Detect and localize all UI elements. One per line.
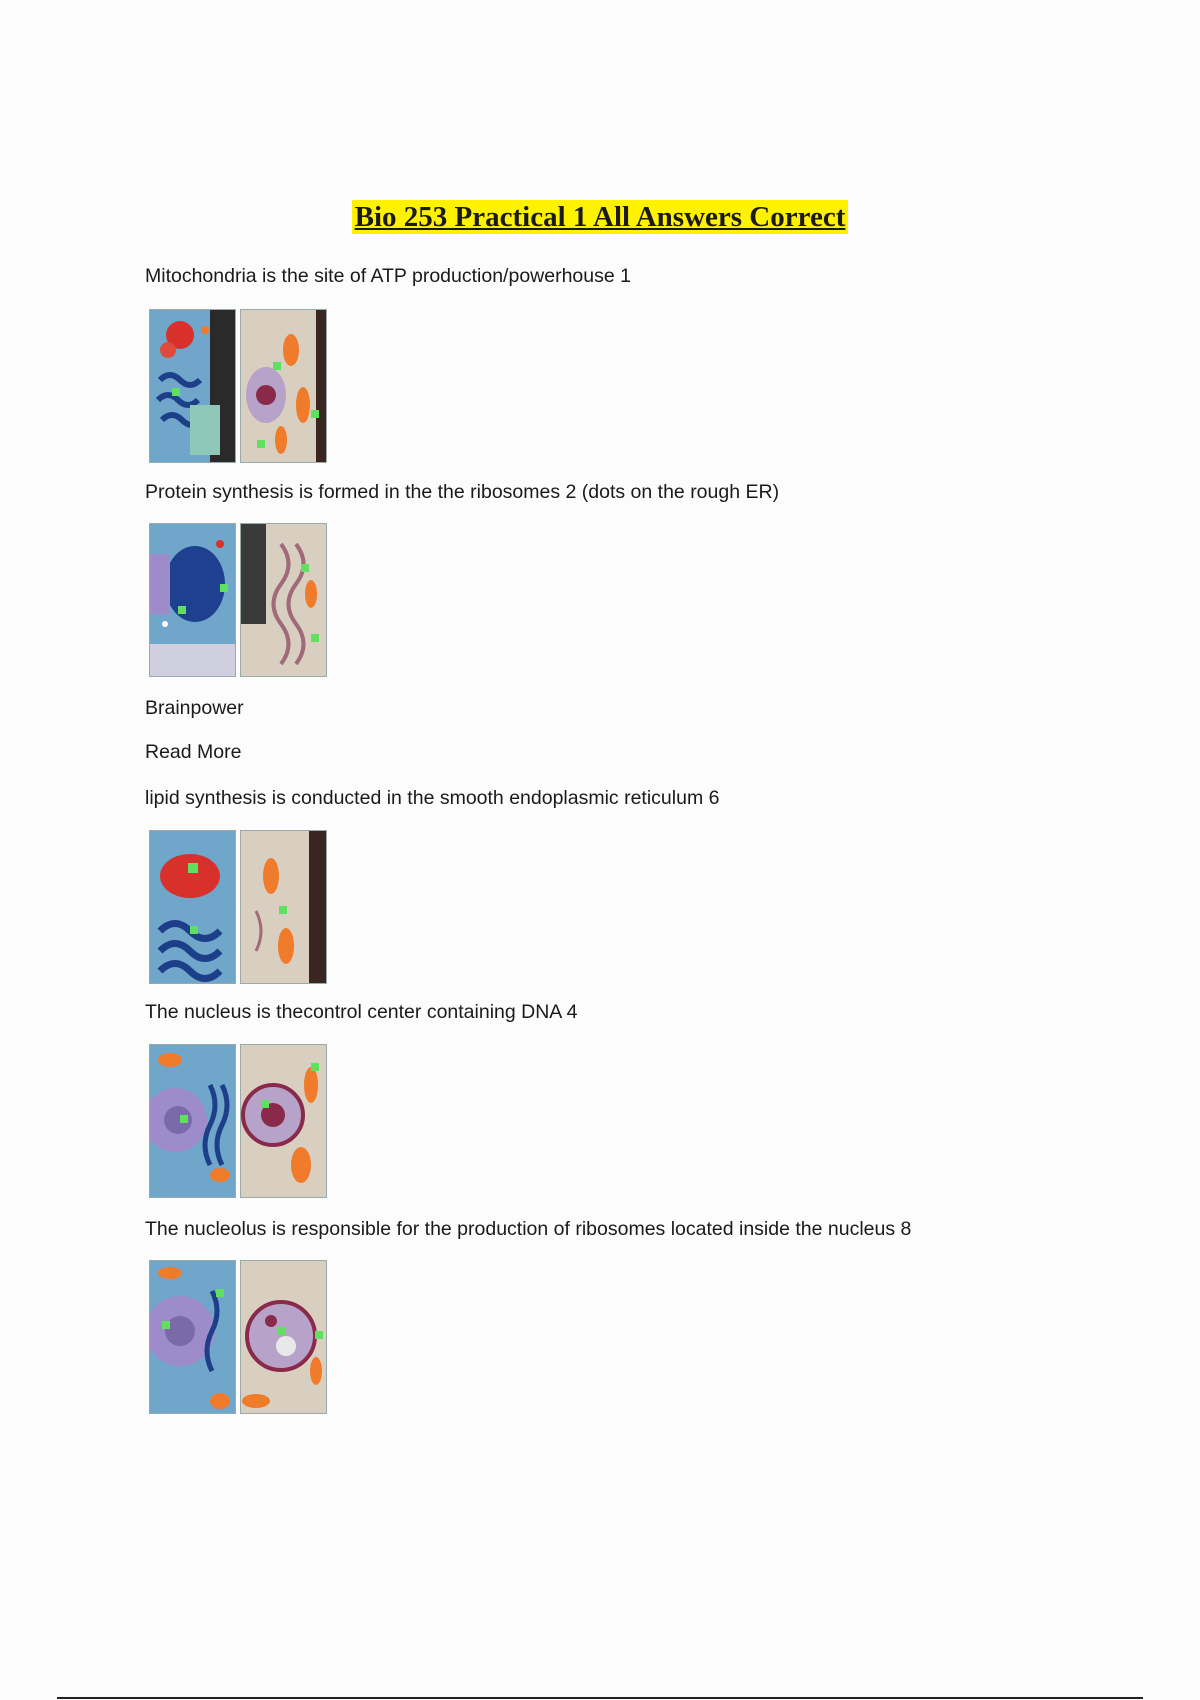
entry-text-mitochondria: Mitochondria is the site of ATP production/powerhouse 1 bbox=[145, 265, 631, 287]
plant-cell-model-photo bbox=[240, 1044, 327, 1198]
cell-model-image-pair bbox=[149, 309, 327, 463]
animal-cell-model-photo bbox=[149, 1260, 236, 1414]
animal-cell-model-photo bbox=[149, 309, 236, 463]
plant-cell-model-photo bbox=[240, 523, 327, 677]
plant-cell-model-photo bbox=[240, 309, 327, 463]
animal-cell-model-photo bbox=[149, 830, 236, 984]
entry-text-ribosomes: Protein synthesis is formed in the the ribosomes 2 (dots on the rough ER) bbox=[145, 481, 780, 503]
plant-cell-model-photo bbox=[240, 1260, 327, 1414]
cell-model-image-pair bbox=[149, 1260, 327, 1414]
brand-name: Brainpower bbox=[145, 697, 244, 719]
cell-model-image-pair bbox=[149, 523, 327, 677]
entry-text-nucleolus: The nucleolus is responsible for the production of ribosomes located inside the nucleus 8 bbox=[145, 1218, 912, 1240]
entry-text-smooth-er: lipid synthesis is conducted in the smooth endoplasmic reticulum 6 bbox=[145, 787, 720, 809]
title-wrapper bbox=[0, 200, 1200, 234]
animal-cell-model-photo bbox=[149, 1044, 236, 1198]
entry-text-nucleus: The nucleus is thecontrol center containing DNA 4 bbox=[145, 1001, 578, 1023]
cell-model-image-pair bbox=[149, 1044, 327, 1198]
animal-cell-model-photo bbox=[149, 523, 236, 677]
document-title: Bio 253 Practical 1 All Answers Correct bbox=[352, 200, 849, 234]
plant-cell-model-photo bbox=[240, 830, 327, 984]
cell-model-image-pair bbox=[149, 830, 327, 984]
page-bottom-rule bbox=[57, 1697, 1143, 1699]
read-more-link[interactable]: Read More bbox=[145, 741, 242, 763]
